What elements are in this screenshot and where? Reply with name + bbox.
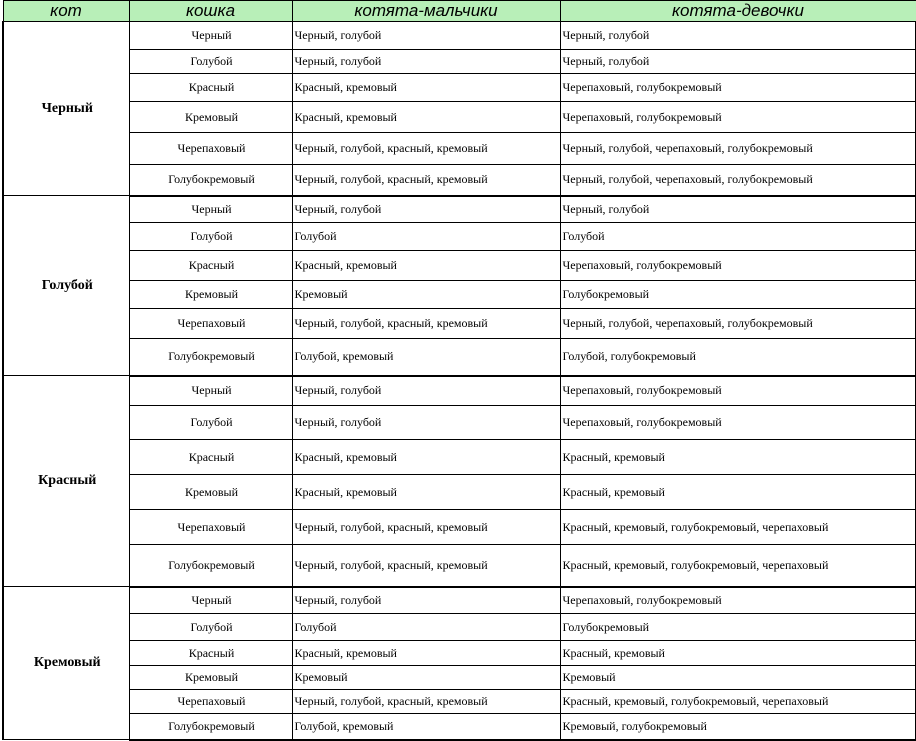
mother-color: Голубокремовый: [129, 545, 292, 587]
table-row: [3, 406, 916, 440]
table-row: [3, 641, 916, 666]
female-kittens: Красный, кремовый: [560, 440, 916, 475]
female-kittens: Черепаховый, голубокремовый: [560, 74, 916, 102]
mother-color: Кремовый: [129, 102, 292, 133]
mother-color: Красный: [129, 440, 292, 475]
female-kittens: Красный, кремовый: [560, 475, 916, 510]
table-row: [3, 614, 916, 641]
male-kittens: Голубой: [292, 223, 560, 251]
mother-color: Черепаховый: [129, 133, 292, 165]
color-inheritance-table: [2, 0, 916, 741]
male-kittens: Черный, голубой: [292, 376, 560, 406]
male-kittens: Голубой, кремовый: [292, 339, 560, 376]
male-kittens: Черный, голубой, красный, кремовый: [292, 309, 560, 339]
male-kittens: Черный, голубой, красный, кремовый: [292, 133, 560, 165]
table-row: [3, 223, 916, 251]
female-kittens: Голубокремовый: [560, 614, 916, 641]
male-kittens: Голубой: [292, 614, 560, 641]
father-color: Голубой: [3, 196, 129, 376]
table-row: [3, 475, 916, 510]
mother-color: Красный: [129, 74, 292, 102]
male-kittens: Черный, голубой: [292, 196, 560, 223]
female-kittens: Черепаховый, голубокремовый: [560, 102, 916, 133]
table-row: [3, 309, 916, 339]
header-mother: кошка: [129, 1, 292, 22]
table-row: [3, 165, 916, 196]
father-color: Кремовый: [3, 587, 129, 740]
mother-color: Голубой: [129, 223, 292, 251]
table-row: [3, 133, 916, 165]
female-kittens: Кремовый: [560, 666, 916, 690]
male-kittens: Черный, голубой, красный, кремовый: [292, 545, 560, 587]
mother-color: Черный: [129, 587, 292, 614]
table-row: [3, 281, 916, 309]
male-kittens: Красный, кремовый: [292, 641, 560, 666]
mother-color: Красный: [129, 251, 292, 281]
female-kittens: Красный, кремовый, голубокремовый, черепаховый: [560, 545, 916, 587]
female-kittens: Черепаховый, голубокремовый: [560, 251, 916, 281]
mother-color: Голубокремовый: [129, 714, 292, 740]
mother-color: Черный: [129, 376, 292, 406]
table-row: [3, 376, 916, 406]
mother-color: Черный: [129, 22, 292, 50]
female-kittens: Черный, голубой: [560, 196, 916, 223]
table-row: [3, 510, 916, 545]
mother-color: Голубокремовый: [129, 339, 292, 376]
table-row: [3, 50, 916, 74]
male-kittens: Красный, кремовый: [292, 475, 560, 510]
table-row: [3, 74, 916, 102]
female-kittens: Голубой, голубокремовый: [560, 339, 916, 376]
mother-color: Голубокремовый: [129, 165, 292, 196]
male-kittens: Черный, голубой, красный, кремовый: [292, 165, 560, 196]
female-kittens: Голубой: [560, 223, 916, 251]
table-row: [3, 666, 916, 690]
mother-color: Черепаховый: [129, 690, 292, 714]
mother-color: Кремовый: [129, 666, 292, 690]
mother-color: Кремовый: [129, 281, 292, 309]
header-father: кот: [3, 1, 129, 22]
table-row: [3, 251, 916, 281]
table-row: [3, 196, 916, 223]
male-kittens: Кремовый: [292, 281, 560, 309]
female-kittens: Черный, голубой, черепаховый, голубокремовый: [560, 133, 916, 165]
header-row: [3, 1, 916, 22]
male-kittens: Черный, голубой: [292, 50, 560, 74]
table-row: [3, 714, 916, 740]
male-kittens: Черный, голубой: [292, 587, 560, 614]
male-kittens: Красный, кремовый: [292, 251, 560, 281]
male-kittens: Красный, кремовый: [292, 74, 560, 102]
male-kittens: Черный, голубой: [292, 406, 560, 440]
mother-color: Черепаховый: [129, 309, 292, 339]
female-kittens: Красный, кремовый: [560, 641, 916, 666]
mother-color: Кремовый: [129, 475, 292, 510]
male-kittens: Красный, кремовый: [292, 102, 560, 133]
female-kittens: Черный, голубой: [560, 22, 916, 50]
male-kittens: Черный, голубой, красный, кремовый: [292, 510, 560, 545]
female-kittens: Голубокремовый: [560, 281, 916, 309]
table-row: [3, 545, 916, 587]
female-kittens: Кремовый, голубокремовый: [560, 714, 916, 740]
table-row: [3, 339, 916, 376]
female-kittens: Черный, голубой: [560, 50, 916, 74]
female-kittens: Черный, голубой, черепаховый, голубокремовый: [560, 165, 916, 196]
female-kittens: Черепаховый, голубокремовый: [560, 587, 916, 614]
female-kittens: Красный, кремовый, голубокремовый, черепаховый: [560, 510, 916, 545]
table-row: [3, 440, 916, 475]
header-female-kittens: котята-девочки: [560, 1, 916, 22]
male-kittens: Кремовый: [292, 666, 560, 690]
father-color: Черный: [3, 22, 129, 196]
table-row: [3, 22, 916, 50]
mother-color: Красный: [129, 641, 292, 666]
mother-color: Голубой: [129, 50, 292, 74]
mother-color: Черный: [129, 196, 292, 223]
female-kittens: Черный, голубой, черепаховый, голубокремовый: [560, 309, 916, 339]
male-kittens: Голубой, кремовый: [292, 714, 560, 740]
male-kittens: Черный, голубой: [292, 22, 560, 50]
male-kittens: Черный, голубой, красный, кремовый: [292, 690, 560, 714]
table-row: [3, 102, 916, 133]
female-kittens: Красный, кремовый, голубокремовый, черепаховый: [560, 690, 916, 714]
father-color: Красный: [3, 376, 129, 587]
female-kittens: Черепаховый, голубокремовый: [560, 376, 916, 406]
table-row: [3, 690, 916, 714]
mother-color: Голубой: [129, 406, 292, 440]
mother-color: Голубой: [129, 614, 292, 641]
mother-color: Черепаховый: [129, 510, 292, 545]
table-row: [3, 587, 916, 614]
header-male-kittens: котята-мальчики: [292, 1, 560, 22]
female-kittens: Черепаховый, голубокремовый: [560, 406, 916, 440]
male-kittens: Красный, кремовый: [292, 440, 560, 475]
